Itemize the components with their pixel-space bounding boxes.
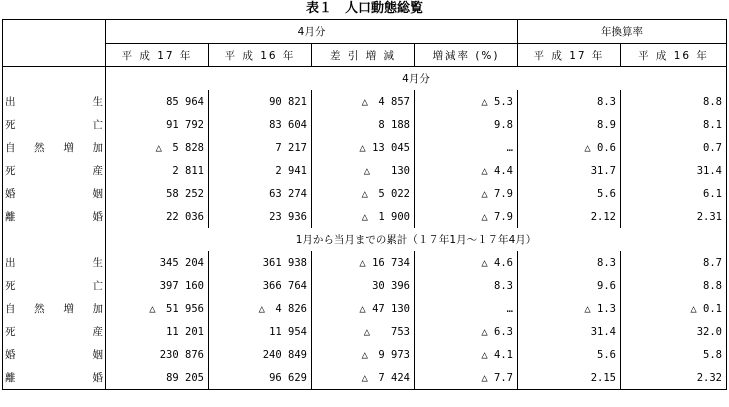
value-cell: 345 204 bbox=[106, 251, 209, 274]
table-row bbox=[3, 113, 727, 136]
value-cell: 8.8 bbox=[621, 90, 727, 113]
table-row bbox=[3, 136, 727, 159]
row-label-char: 出 bbox=[5, 257, 16, 269]
row-label-char: 生 bbox=[92, 257, 103, 269]
row-label-char: 加 bbox=[92, 303, 103, 315]
value-cell: 2.12 bbox=[518, 205, 621, 228]
value-cell: 22 036 bbox=[106, 205, 209, 228]
value-cell: 366 764 bbox=[209, 274, 312, 297]
row-label-char: 亡 bbox=[92, 119, 103, 131]
row-label-char: 離 bbox=[5, 211, 16, 223]
value-cell: 31.7 bbox=[518, 159, 621, 182]
row-label bbox=[3, 366, 106, 390]
row-label bbox=[3, 274, 106, 297]
value-cell: 83 604 bbox=[209, 113, 312, 136]
value-cell: △ 753 bbox=[312, 320, 415, 343]
value-cell: 9.8 bbox=[415, 113, 518, 136]
value-cell: 8.1 bbox=[621, 113, 727, 136]
row-label-char: 増 bbox=[63, 303, 74, 315]
label-cell-empty bbox=[3, 228, 106, 251]
row-label bbox=[3, 159, 106, 182]
label-cell-empty bbox=[3, 67, 106, 91]
col-header: 平 成 16 年 bbox=[209, 44, 312, 67]
value-cell: △ 0.1 bbox=[621, 297, 727, 320]
value-cell: 8 188 bbox=[312, 113, 415, 136]
table-row bbox=[3, 343, 727, 366]
value-cell: 0.7 bbox=[621, 136, 727, 159]
row-label bbox=[3, 251, 106, 274]
table-row bbox=[3, 90, 727, 113]
value-cell: 230 876 bbox=[106, 343, 209, 366]
row-label-char: 死 bbox=[5, 119, 16, 131]
row-label-char: 死 bbox=[5, 280, 16, 292]
value-cell: △ 1.3 bbox=[518, 297, 621, 320]
group-april-header: 4月分 bbox=[106, 20, 518, 44]
table-row bbox=[3, 320, 727, 343]
value-cell: △ 7.7 bbox=[415, 366, 518, 390]
page-title: 表１ 人口動態総覧 bbox=[305, 1, 423, 16]
row-label-char: 死 bbox=[5, 326, 16, 338]
value-cell: △ 5 828 bbox=[106, 136, 209, 159]
value-cell: △ 5.3 bbox=[415, 90, 518, 113]
row-label-char: 然 bbox=[34, 303, 45, 315]
value-cell: △ 13 045 bbox=[312, 136, 415, 159]
value-cell: △ 4.6 bbox=[415, 251, 518, 274]
value-cell: 9.6 bbox=[518, 274, 621, 297]
value-cell: △ 5 022 bbox=[312, 182, 415, 205]
row-label-char: 産 bbox=[92, 326, 103, 338]
col-header: 増減率 (%) bbox=[415, 44, 518, 67]
value-cell: 2 811 bbox=[106, 159, 209, 182]
value-cell: 90 821 bbox=[209, 90, 312, 113]
value-cell: 2.32 bbox=[621, 366, 727, 390]
row-label-char: 死 bbox=[5, 165, 16, 177]
table-row bbox=[3, 274, 727, 297]
value-cell: △ 16 734 bbox=[312, 251, 415, 274]
row-label-char: 離 bbox=[5, 372, 16, 384]
value-cell: 397 160 bbox=[106, 274, 209, 297]
value-cell: △ 1 900 bbox=[312, 205, 415, 228]
row-label-char: 産 bbox=[92, 165, 103, 177]
value-cell: △ 7 424 bbox=[312, 366, 415, 390]
row-label bbox=[3, 343, 106, 366]
row-label-char: 婚 bbox=[92, 211, 103, 223]
row-label-char: 自 bbox=[5, 303, 16, 315]
row-label-char: 生 bbox=[92, 96, 103, 108]
value-cell: 2.31 bbox=[621, 205, 727, 228]
group-annual-header: 年換算率 bbox=[518, 20, 727, 44]
corner-cell bbox=[3, 20, 106, 67]
row-label-char: 婚 bbox=[5, 188, 16, 200]
value-cell: 8.3 bbox=[518, 90, 621, 113]
value-cell: △ 130 bbox=[312, 159, 415, 182]
value-cell: … bbox=[415, 136, 518, 159]
value-cell: 8.7 bbox=[621, 251, 727, 274]
col-header: 平 成 16 年 bbox=[621, 44, 727, 67]
row-label-char: 加 bbox=[92, 142, 103, 154]
value-cell: △ 4.1 bbox=[415, 343, 518, 366]
table-row bbox=[3, 366, 727, 390]
col-header: 平 成 17 年 bbox=[518, 44, 621, 67]
row-label-char: 姻 bbox=[92, 349, 103, 361]
value-cell: 85 964 bbox=[106, 90, 209, 113]
section-title-row bbox=[3, 67, 727, 91]
value-cell: 91 792 bbox=[106, 113, 209, 136]
value-cell: △ 9 973 bbox=[312, 343, 415, 366]
value-cell: 30 396 bbox=[312, 274, 415, 297]
row-label-char: 自 bbox=[5, 142, 16, 154]
value-cell: 11 201 bbox=[106, 320, 209, 343]
value-cell: △ 4 826 bbox=[209, 297, 312, 320]
row-label-char: 婚 bbox=[92, 372, 103, 384]
section-title: 1月から当月までの累計（１７年1月～１７年4月） bbox=[106, 228, 727, 251]
value-cell: 5.8 bbox=[621, 343, 727, 366]
col-header: 差 引 増 減 bbox=[312, 44, 415, 67]
value-cell: 8.3 bbox=[518, 251, 621, 274]
row-label-char: 増 bbox=[63, 142, 74, 154]
table-body bbox=[3, 67, 727, 390]
row-label bbox=[3, 113, 106, 136]
value-cell: 5.6 bbox=[518, 182, 621, 205]
population-table bbox=[2, 19, 727, 390]
row-label-char: 出 bbox=[5, 96, 16, 108]
header-row-cols bbox=[3, 44, 727, 67]
value-cell: 89 205 bbox=[106, 366, 209, 390]
table-row bbox=[3, 159, 727, 182]
value-cell: … bbox=[415, 297, 518, 320]
value-cell: 31.4 bbox=[621, 159, 727, 182]
value-cell: △ 51 956 bbox=[106, 297, 209, 320]
row-label bbox=[3, 205, 106, 228]
value-cell: △ 0.6 bbox=[518, 136, 621, 159]
value-cell: 11 954 bbox=[209, 320, 312, 343]
value-cell: △ 47 130 bbox=[312, 297, 415, 320]
value-cell: △ 6.3 bbox=[415, 320, 518, 343]
value-cell: 8.8 bbox=[621, 274, 727, 297]
value-cell: 2 941 bbox=[209, 159, 312, 182]
row-label bbox=[3, 90, 106, 113]
row-label-char: 婚 bbox=[5, 349, 16, 361]
table-row bbox=[3, 297, 727, 320]
value-cell: 2.15 bbox=[518, 366, 621, 390]
value-cell: 8.3 bbox=[415, 274, 518, 297]
value-cell: 58 252 bbox=[106, 182, 209, 205]
value-cell: 361 938 bbox=[209, 251, 312, 274]
value-cell: △ 4 857 bbox=[312, 90, 415, 113]
value-cell: 8.9 bbox=[518, 113, 621, 136]
value-cell: 31.4 bbox=[518, 320, 621, 343]
value-cell: 96 629 bbox=[209, 366, 312, 390]
col-header: 平 成 17 年 bbox=[106, 44, 209, 67]
value-cell: 23 936 bbox=[209, 205, 312, 228]
value-cell: 240 849 bbox=[209, 343, 312, 366]
value-cell: △ 4.4 bbox=[415, 159, 518, 182]
row-label-char: 然 bbox=[34, 142, 45, 154]
value-cell: 63 274 bbox=[209, 182, 312, 205]
row-label-char: 姻 bbox=[92, 188, 103, 200]
section-title-row bbox=[3, 228, 727, 251]
table-row bbox=[3, 205, 727, 228]
table-row bbox=[3, 182, 727, 205]
row-label bbox=[3, 297, 106, 320]
value-cell: △ 7.9 bbox=[415, 182, 518, 205]
row-label-char: 亡 bbox=[92, 280, 103, 292]
section-title: 4月分 bbox=[106, 67, 727, 91]
header-row-groups bbox=[3, 20, 727, 44]
value-cell: 6.1 bbox=[621, 182, 727, 205]
value-cell: 32.0 bbox=[621, 320, 727, 343]
value-cell: 7 217 bbox=[209, 136, 312, 159]
row-label bbox=[3, 320, 106, 343]
table-row bbox=[3, 251, 727, 274]
row-label bbox=[3, 182, 106, 205]
value-cell: △ 7.9 bbox=[415, 205, 518, 228]
row-label bbox=[3, 136, 106, 159]
value-cell: 5.6 bbox=[518, 343, 621, 366]
